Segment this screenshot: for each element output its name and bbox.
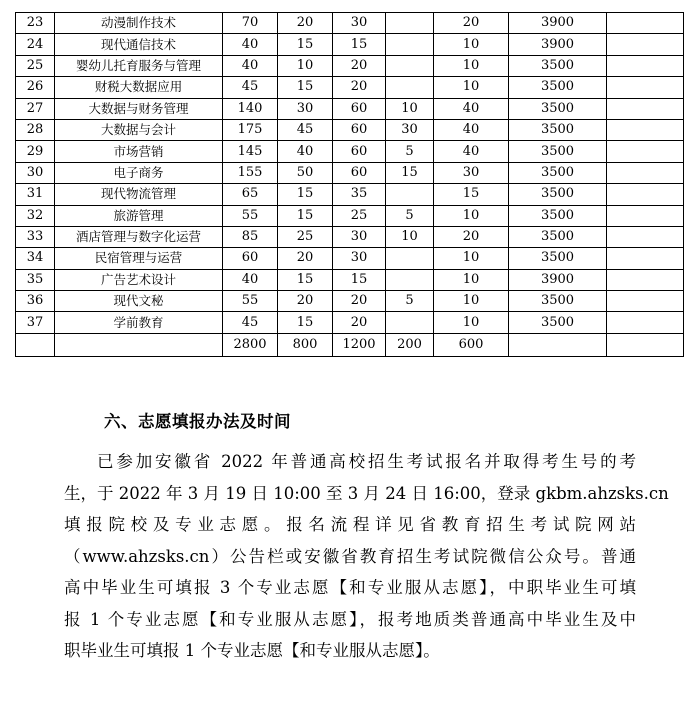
major-name-cell: 广告艺术设计 [55, 269, 223, 290]
plan-total-cell: 70 [223, 13, 278, 34]
quota-c-cell [386, 269, 434, 290]
quota-d-cell: 40 [434, 119, 509, 140]
plan-total-cell: 40 [223, 55, 278, 76]
major-name-cell: 大数据与会计 [55, 119, 223, 140]
extra-cell [607, 119, 684, 140]
row-number-cell: 36 [16, 291, 55, 312]
quota-a-cell: 20 [278, 13, 333, 34]
table-row [16, 291, 684, 312]
section-paragraph [64, 446, 669, 667]
quota-c-cell [386, 34, 434, 55]
major-name-cell: 电子商务 [55, 162, 223, 183]
quota-a-cell: 15 [278, 184, 333, 205]
plan-total-cell: 140 [223, 98, 278, 119]
quota-b-cell: 60 [333, 141, 386, 162]
quota-a-cell: 20 [278, 291, 333, 312]
major-name-cell: 学前教育 [55, 312, 223, 333]
paragraph-line-7: 职毕业生可填报 1 个专业志愿【和专业服从志愿】。 [64, 641, 440, 660]
table-row [16, 55, 684, 76]
plan-total-cell: 40 [223, 34, 278, 55]
quota-c-cell: 30 [386, 119, 434, 140]
tuition-cell: 3500 [509, 291, 607, 312]
table-row [16, 226, 684, 247]
row-number-cell: 33 [16, 226, 55, 247]
paragraph-line-6: 报 1 个专业志愿【和专业服从志愿】，报考地质类普通高中毕业生及中 [64, 609, 636, 629]
totals-row [16, 333, 684, 356]
total-plan-total-cell: 2800 [223, 333, 278, 356]
extra-cell [607, 269, 684, 290]
tuition-cell: 3500 [509, 184, 607, 205]
quota-c-cell [386, 55, 434, 76]
quota-b-cell: 15 [333, 269, 386, 290]
quota-d-cell: 10 [434, 34, 509, 55]
extra-cell [607, 34, 684, 55]
row-number-cell: 29 [16, 141, 55, 162]
quota-d-cell: 10 [434, 205, 509, 226]
plan-total-cell: 40 [223, 269, 278, 290]
extra-cell [607, 291, 684, 312]
quota-a-cell: 15 [278, 34, 333, 55]
table-row [16, 77, 684, 98]
quota-d-cell: 20 [434, 226, 509, 247]
major-name-cell: 婴幼儿托育服务与管理 [55, 55, 223, 76]
major-name-cell: 大数据与财务管理 [55, 98, 223, 119]
plan-total-cell: 45 [223, 77, 278, 98]
quota-b-cell: 20 [333, 77, 386, 98]
paragraph-line-1: 已参加安徽省 2022 年普通高校招生考试报名并取得考生号的考 [97, 452, 636, 471]
extra-cell [607, 184, 684, 205]
table-row [16, 34, 684, 55]
quota-b-cell: 30 [333, 248, 386, 269]
plan-total-cell: 55 [223, 291, 278, 312]
row-number-cell: 24 [16, 34, 55, 55]
row-number-cell: 26 [16, 77, 55, 98]
paragraph-line-3: 填报院校及专业志愿。报名流程详见省教育招生考试院网站 [64, 515, 636, 534]
quota-b-cell: 20 [333, 312, 386, 333]
extra-cell [607, 77, 684, 98]
extra-cell [607, 248, 684, 269]
quota-d-cell: 10 [434, 77, 509, 98]
extra-cell [607, 205, 684, 226]
quota-c-cell: 10 [386, 98, 434, 119]
quota-a-cell: 20 [278, 248, 333, 269]
tuition-cell: 3500 [509, 77, 607, 98]
quota-b-cell: 15 [333, 34, 386, 55]
quota-b-cell: 60 [333, 162, 386, 183]
total-row-number-cell [16, 333, 55, 356]
quota-d-cell: 15 [434, 184, 509, 205]
quota-b-cell: 60 [333, 119, 386, 140]
extra-cell [607, 312, 684, 333]
table-row [16, 269, 684, 290]
table-row [16, 98, 684, 119]
extra-cell [607, 141, 684, 162]
tuition-cell: 3500 [509, 248, 607, 269]
table-row [16, 184, 684, 205]
quota-a-cell: 15 [278, 77, 333, 98]
quota-d-cell: 40 [434, 141, 509, 162]
plan-total-cell: 55 [223, 205, 278, 226]
table-row [16, 312, 684, 333]
major-name-cell: 动漫制作技术 [55, 13, 223, 34]
extra-cell [607, 55, 684, 76]
row-number-cell: 30 [16, 162, 55, 183]
quota-a-cell: 25 [278, 226, 333, 247]
quota-a-cell: 15 [278, 269, 333, 290]
tuition-cell: 3900 [509, 269, 607, 290]
tuition-cell: 3500 [509, 205, 607, 226]
table-row [16, 119, 684, 140]
table-row [16, 13, 684, 34]
quota-b-cell: 60 [333, 98, 386, 119]
total-quota-d-cell: 600 [434, 333, 509, 356]
quota-d-cell: 10 [434, 269, 509, 290]
row-number-cell: 27 [16, 98, 55, 119]
quota-b-cell: 20 [333, 291, 386, 312]
table-body [16, 13, 684, 357]
extra-cell [607, 162, 684, 183]
quota-a-cell: 50 [278, 162, 333, 183]
table-row [16, 205, 684, 226]
quota-d-cell: 10 [434, 312, 509, 333]
row-number-cell: 31 [16, 184, 55, 205]
row-number-cell: 34 [16, 248, 55, 269]
quota-c-cell [386, 248, 434, 269]
extra-cell [607, 13, 684, 34]
tuition-cell: 3500 [509, 312, 607, 333]
total-extra-cell [607, 333, 684, 356]
paragraph-line-5: 高中毕业生可填报 3 个专业志愿【和专业服从志愿】，中职毕业生可填 [64, 578, 636, 597]
quota-c-cell [386, 13, 434, 34]
quota-d-cell: 30 [434, 162, 509, 183]
quota-a-cell: 30 [278, 98, 333, 119]
quota-c-cell: 5 [386, 141, 434, 162]
total-tuition-cell [509, 333, 607, 356]
table-row [16, 141, 684, 162]
section-heading: 六、志愿填报办法及时间 [104, 412, 291, 431]
plan-total-cell: 155 [223, 162, 278, 183]
quota-d-cell: 20 [434, 13, 509, 34]
tuition-cell: 3900 [509, 13, 607, 34]
paragraph-line-2: 生，于 2022 年 3 月 19 日 10:00 至 3 月 24 日 16:00，登录 gkbm.ahzsks.cn [64, 483, 669, 503]
quota-d-cell: 10 [434, 248, 509, 269]
quota-b-cell: 30 [333, 226, 386, 247]
quota-c-cell [386, 184, 434, 205]
tuition-cell: 3500 [509, 141, 607, 162]
row-number-cell: 28 [16, 119, 55, 140]
total-quota-c-cell: 200 [386, 333, 434, 356]
enrollment-quota-table [15, 12, 684, 357]
tuition-cell: 3500 [509, 226, 607, 247]
quota-b-cell: 35 [333, 184, 386, 205]
quota-d-cell: 40 [434, 98, 509, 119]
quota-a-cell: 10 [278, 55, 333, 76]
row-number-cell: 25 [16, 55, 55, 76]
table-row [16, 248, 684, 269]
quota-d-cell: 10 [434, 55, 509, 76]
quota-a-cell: 15 [278, 312, 333, 333]
major-name-cell: 现代文秘 [55, 291, 223, 312]
major-name-cell: 酒店管理与数字化运营 [55, 226, 223, 247]
tuition-cell: 3500 [509, 55, 607, 76]
plan-total-cell: 145 [223, 141, 278, 162]
quota-c-cell [386, 312, 434, 333]
quota-c-cell: 5 [386, 205, 434, 226]
quota-c-cell: 10 [386, 226, 434, 247]
quota-b-cell: 20 [333, 55, 386, 76]
quota-b-cell: 30 [333, 13, 386, 34]
quota-b-cell: 25 [333, 205, 386, 226]
total-major-name-cell [55, 333, 223, 356]
major-name-cell: 现代通信技术 [55, 34, 223, 55]
extra-cell [607, 226, 684, 247]
quota-d-cell: 10 [434, 291, 509, 312]
quota-c-cell: 15 [386, 162, 434, 183]
major-name-cell: 市场营销 [55, 141, 223, 162]
major-name-cell: 现代物流管理 [55, 184, 223, 205]
tuition-cell: 3500 [509, 162, 607, 183]
row-number-cell: 35 [16, 269, 55, 290]
major-name-cell: 民宿管理与运营 [55, 248, 223, 269]
tuition-cell: 3500 [509, 98, 607, 119]
tuition-cell: 3500 [509, 119, 607, 140]
extra-cell [607, 98, 684, 119]
quota-a-cell: 45 [278, 119, 333, 140]
quota-c-cell: 5 [386, 291, 434, 312]
plan-total-cell: 60 [223, 248, 278, 269]
total-quota-a-cell: 800 [278, 333, 333, 356]
table-row [16, 162, 684, 183]
quota-a-cell: 15 [278, 205, 333, 226]
row-number-cell: 37 [16, 312, 55, 333]
major-name-cell: 旅游管理 [55, 205, 223, 226]
plan-total-cell: 85 [223, 226, 278, 247]
row-number-cell: 23 [16, 13, 55, 34]
quota-a-cell: 40 [278, 141, 333, 162]
plan-total-cell: 65 [223, 184, 278, 205]
major-name-cell: 财税大数据应用 [55, 77, 223, 98]
row-number-cell: 32 [16, 205, 55, 226]
quota-c-cell [386, 77, 434, 98]
total-quota-b-cell: 1200 [333, 333, 386, 356]
paragraph-line-4: （www.ahzsks.cn）公告栏或安徽省教育招生考试院微信公众号。普通 [64, 546, 636, 566]
tuition-cell: 3900 [509, 34, 607, 55]
plan-total-cell: 45 [223, 312, 278, 333]
plan-total-cell: 175 [223, 119, 278, 140]
